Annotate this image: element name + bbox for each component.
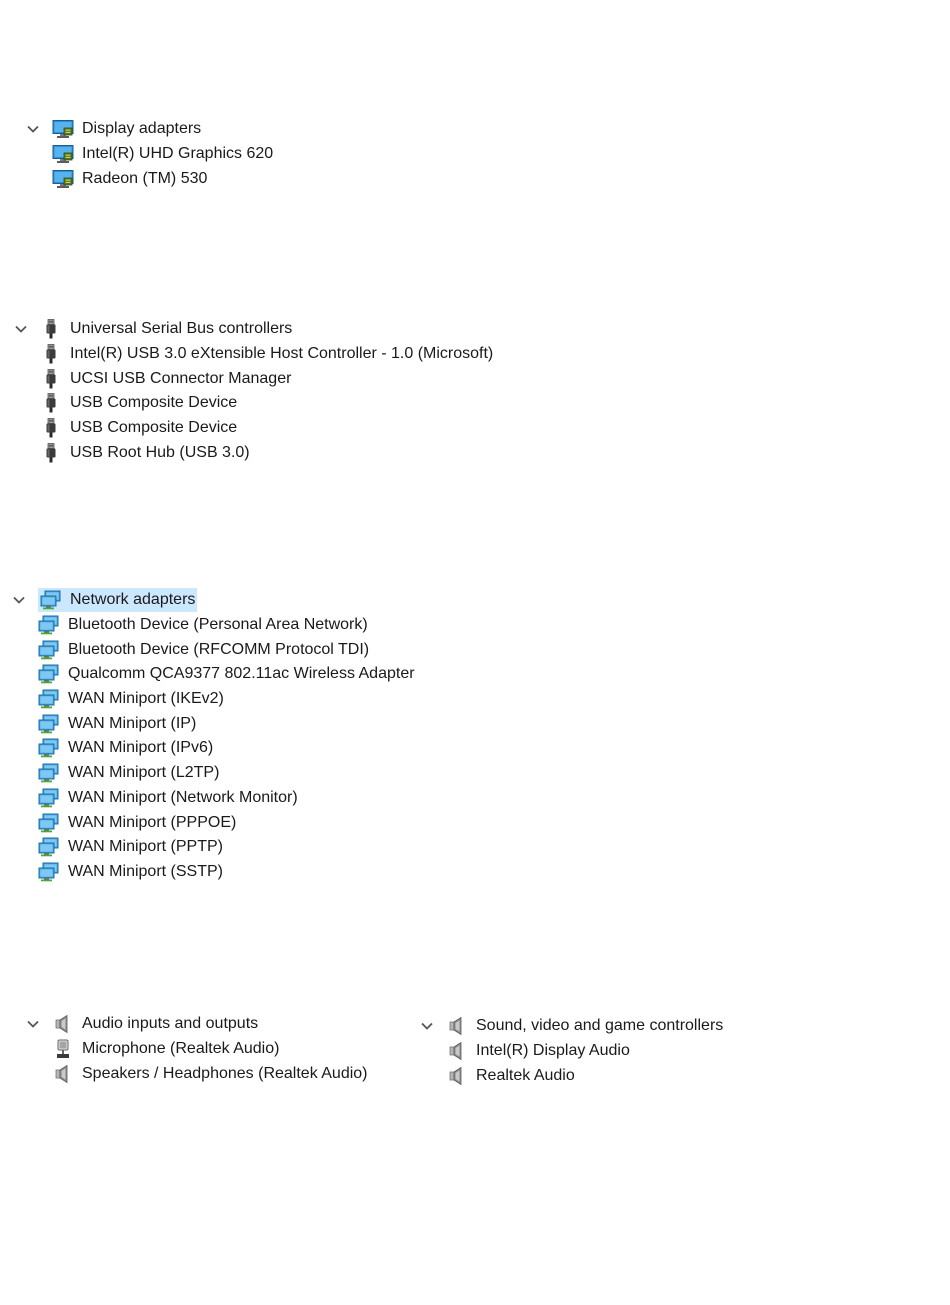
speaker-icon [446, 1016, 468, 1036]
speaker-icon [446, 1066, 468, 1086]
device-item[interactable] [52, 166, 275, 191]
tree-item-label: USB Root Hub (USB 3.0) [70, 443, 250, 461]
device-item[interactable] [446, 1063, 725, 1088]
category-children [12, 613, 417, 885]
category-sound[interactable] [420, 1014, 725, 1039]
chevron-down-icon[interactable] [26, 1017, 40, 1031]
device-item[interactable] [38, 637, 417, 662]
speaker-icon [52, 1064, 74, 1084]
device-item[interactable] [38, 687, 417, 712]
device-item[interactable] [38, 711, 417, 736]
device-item[interactable] [38, 810, 417, 835]
device-item[interactable] [52, 1061, 370, 1086]
tree-item-label: WAN Miniport (L2TP) [68, 764, 220, 782]
tree-item-label: Sound, video and game controllers [476, 1017, 724, 1035]
tree-sound-video-game [420, 1014, 725, 1088]
device-item[interactable] [38, 761, 417, 786]
tree-item-label: Audio inputs and outputs [82, 1015, 259, 1033]
device-item[interactable] [38, 662, 417, 687]
tree-item-label: Qualcomm QCA9377 802.11ac Wireless Adapter [68, 665, 415, 683]
category-usb[interactable] [14, 317, 495, 342]
category-children [26, 142, 275, 191]
tree-item-label: WAN Miniport (IP) [68, 714, 197, 732]
device-item[interactable] [52, 1037, 370, 1062]
network-monitor-icon [38, 837, 60, 857]
network-monitor-icon [38, 862, 60, 882]
tree-usb-controllers [14, 317, 495, 465]
usb-plug-icon [40, 418, 62, 438]
device-item[interactable] [38, 860, 417, 885]
speaker-icon [52, 1014, 74, 1034]
tree-item-label: Universal Serial Bus controllers [70, 320, 293, 338]
chevron-down-icon[interactable] [420, 1019, 434, 1033]
tree-item-label: Radeon (TM) 530 [82, 169, 208, 187]
device-item[interactable] [40, 440, 495, 465]
category-audio[interactable] [26, 1012, 370, 1037]
monitor-icon [52, 144, 74, 164]
device-item[interactable] [38, 613, 417, 638]
network-monitor-icon [38, 640, 60, 660]
tree-item-label: WAN Miniport (PPTP) [68, 838, 223, 856]
usb-plug-icon [40, 319, 62, 339]
monitor-icon [52, 169, 74, 189]
usb-plug-icon [40, 369, 62, 389]
tree-item-label: WAN Miniport (PPPOE) [68, 813, 237, 831]
network-monitor-icon [38, 689, 60, 709]
usb-plug-icon [40, 443, 62, 463]
network-monitor-icon [38, 714, 60, 734]
tree-item-label: WAN Miniport (Network Monitor) [68, 788, 298, 806]
network-monitor-icon [38, 763, 60, 783]
category-children [26, 1037, 370, 1086]
tree-network-adapters [12, 588, 417, 884]
device-item[interactable] [40, 366, 495, 391]
device-item[interactable] [40, 416, 495, 441]
usb-plug-icon [40, 344, 62, 364]
network-monitor-icon [40, 590, 62, 610]
device-item[interactable] [38, 736, 417, 761]
tree-item-label: Bluetooth Device (RFCOMM Protocol TDI) [68, 640, 370, 658]
tree-item-label: UCSI USB Connector Manager [70, 369, 292, 387]
network-monitor-icon [38, 788, 60, 808]
tree-item-label: USB Composite Device [70, 394, 238, 412]
tree-item-label: Realtek Audio [476, 1066, 575, 1084]
tree-item-label: USB Composite Device [70, 419, 238, 437]
tree-display-adapters [26, 117, 275, 191]
monitor-icon [52, 119, 74, 139]
device-item[interactable] [38, 786, 417, 811]
tree-item-label: Network adapters [68, 589, 197, 611]
tree-audio-inputs-outputs [26, 1012, 370, 1086]
network-monitor-icon [38, 813, 60, 833]
tree-item-label: WAN Miniport (IPv6) [68, 739, 214, 757]
tree-item-label: Bluetooth Device (Personal Area Network) [68, 616, 368, 634]
tree-item-label: WAN Miniport (IKEv2) [68, 690, 224, 708]
device-item[interactable] [52, 142, 275, 167]
selection-highlight [38, 588, 197, 612]
speaker-icon [446, 1041, 468, 1061]
device-item[interactable] [40, 342, 495, 367]
category-children [14, 342, 495, 465]
device-item[interactable] [40, 391, 495, 416]
network-monitor-icon [38, 615, 60, 635]
device-item[interactable] [446, 1039, 725, 1064]
category-network[interactable] [12, 588, 417, 613]
category-children [420, 1039, 725, 1088]
tree-item-label: Speakers / Headphones (Realtek Audio) [82, 1064, 368, 1082]
chevron-down-icon[interactable] [26, 122, 40, 136]
device-item[interactable] [38, 835, 417, 860]
chevron-down-icon[interactable] [12, 593, 26, 607]
usb-plug-icon [40, 393, 62, 413]
tree-item-label: Display adapters [82, 120, 202, 138]
network-monitor-icon [38, 664, 60, 684]
microphone-icon [52, 1039, 74, 1059]
tree-item-label: Intel(R) UHD Graphics 620 [82, 145, 274, 163]
tree-item-label: Microphone (Realtek Audio) [82, 1040, 280, 1058]
tree-item-label: WAN Miniport (SSTP) [68, 862, 223, 880]
tree-item-label: Intel(R) USB 3.0 eXtensible Host Controller - 1.0 (Microsoft) [70, 345, 494, 363]
category-display[interactable] [26, 117, 275, 142]
chevron-down-icon[interactable] [14, 322, 28, 336]
network-monitor-icon [38, 738, 60, 758]
tree-item-label: Intel(R) Display Audio [476, 1042, 630, 1060]
